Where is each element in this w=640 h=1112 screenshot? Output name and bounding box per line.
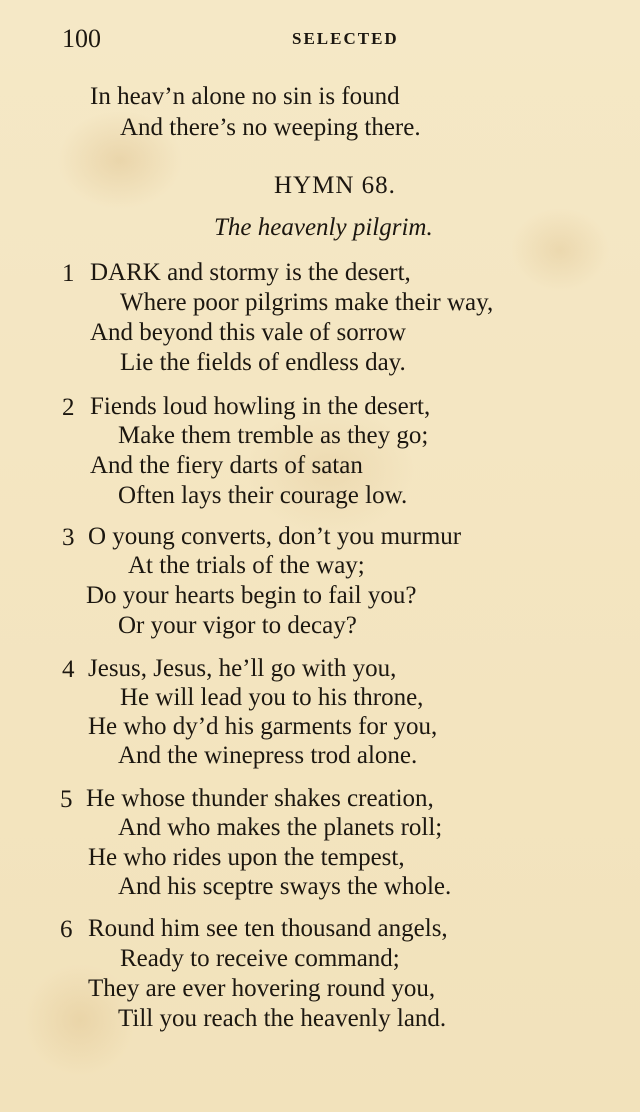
verse-line: And his sceptre sways the whole. [118, 873, 452, 900]
verse-line: And beyond this vale of sorrow [90, 319, 406, 346]
carryover-line: And there’s no weeping there. [120, 114, 421, 141]
verse-line: Often lays their courage low. [118, 482, 408, 509]
verse-line: Ready to receive command; [120, 945, 400, 972]
verse-line: And who makes the planets roll; [118, 814, 443, 841]
verse-line: Do your hearts begin to fail you? [86, 582, 417, 609]
verse-line: Make them tremble as they go; [118, 422, 429, 449]
verse-line: And the winepress trod alone. [118, 742, 418, 769]
hymn-subtitle: The heavenly pilgrim. [214, 214, 433, 241]
page-number: 100 [62, 24, 101, 53]
carryover-line: In heav’n alone no sin is found [90, 83, 400, 110]
verse-line: O young converts, don’t you murmur [88, 523, 462, 550]
verse-line: At the trials of the way; [128, 552, 365, 579]
verse-line: He who rides upon the tempest, [88, 844, 405, 871]
verse-line: They are ever hovering round you, [88, 975, 436, 1002]
verse-line: Where poor pilgrims make their way, [120, 289, 494, 316]
verse-number: 2 [62, 394, 75, 421]
verse-number: 3 [62, 524, 75, 551]
verse-line: He who dy’d his garments for you, [88, 713, 438, 740]
verse-number: 4 [62, 656, 75, 683]
verse-line: And the fiery darts of satan [90, 452, 363, 479]
verse-line: Lie the fields of endless day. [120, 349, 406, 376]
verse-line: Round him see ten thousand angels, [88, 915, 448, 942]
verse-line: DARK and stormy is the desert, [90, 259, 411, 286]
verse-line: Or your vigor to decay? [118, 612, 357, 639]
verse-line: Fiends loud howling in the desert, [90, 393, 431, 420]
verse-number: 6 [60, 916, 73, 943]
verse-line: He whose thunder shakes creation, [86, 785, 434, 812]
verse-number: 5 [60, 786, 73, 813]
running-head: SELECTED [292, 29, 399, 48]
verse-line: He will lead you to his throne, [120, 684, 424, 711]
verse-number: 1 [62, 260, 75, 287]
verse-line: Till you reach the heavenly land. [118, 1005, 447, 1032]
hymn-title: HYMN 68. [274, 172, 396, 199]
verse-line: Jesus, Jesus, he’ll go with you, [88, 655, 397, 682]
